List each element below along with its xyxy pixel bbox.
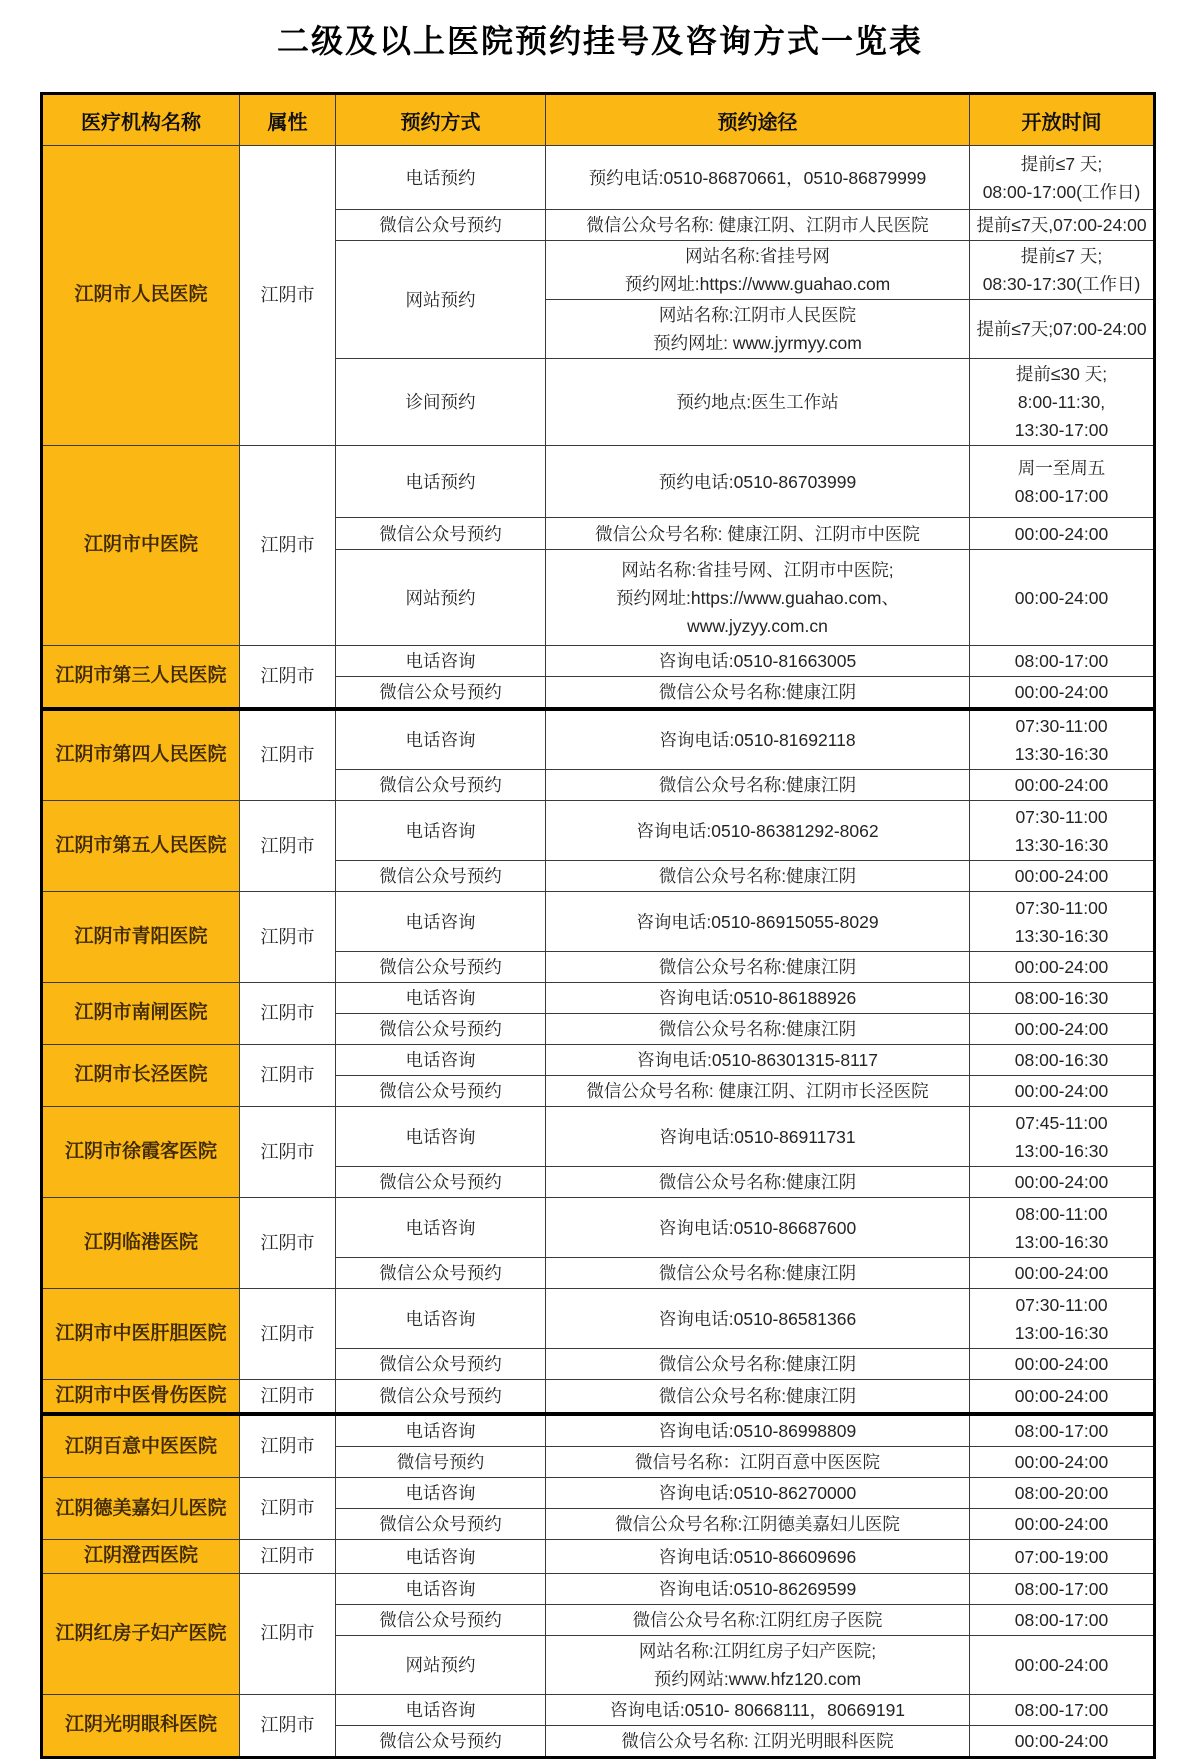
hospital-name-cell: 江阴澄西医院 [42,1540,240,1573]
method-cell: 网站预约 [336,1635,546,1694]
channel-cell: 网站名称:省挂号网 预约网址:https://www.guahao.com [546,241,970,300]
time-cell: 00:00-24:00 [970,1014,1155,1045]
city-cell: 江阴市 [240,1107,336,1198]
channel-cell: 微信公众号名称: 健康江阴、江阴市人民医院 [546,210,970,241]
table-container [40,92,1200,1759]
method-cell: 微信公众号预约 [336,1725,546,1757]
city-cell: 江阴市 [240,1478,336,1540]
method-cell: 微信公众号预约 [336,1349,546,1380]
time-cell: 08:00-20:00 [970,1478,1155,1509]
hospital-name-cell: 江阴市青阳医院 [42,892,240,983]
method-cell: 电话咨询 [336,1573,546,1604]
hospital-name-cell: 江阴市人民医院 [42,146,240,446]
method-cell: 电话咨询 [336,1198,546,1258]
time-cell: 08:00-17:00 [970,1414,1155,1447]
method-cell: 微信公众号预约 [336,1167,546,1198]
channel-cell: 微信公众号名称:江阴德美嘉妇儿医院 [546,1509,970,1540]
hospital-name-cell: 江阴市徐霞客医院 [42,1107,240,1198]
hospital-name-cell: 江阴市南闸医院 [42,983,240,1045]
method-cell: 电话咨询 [336,646,546,677]
time-cell: 00:00-24:00 [970,1509,1155,1540]
method-cell: 电话咨询 [336,1414,546,1447]
method-cell: 电话咨询 [336,1289,546,1349]
method-cell: 网站预约 [336,550,546,646]
time-cell: 00:00-24:00 [970,550,1155,646]
method-cell: 电话咨询 [336,709,546,770]
channel-cell: 微信公众号名称:健康江阴 [546,861,970,892]
time-cell: 00:00-24:00 [970,1635,1155,1694]
time-cell: 00:00-24:00 [970,1725,1155,1757]
time-cell: 07:45-11:00 13:00-16:30 [970,1107,1155,1167]
time-cell: 00:00-24:00 [970,1447,1155,1478]
channel-cell: 咨询电话:0510-86270000 [546,1478,970,1509]
method-cell: 微信公众号预约 [336,952,546,983]
method-cell: 电话咨询 [336,1694,546,1725]
method-cell: 电话咨询 [336,892,546,952]
city-cell: 江阴市 [240,1414,336,1478]
channel-cell: 网站名称:江阴市人民医院 预约网址: www.jyrmyy.com [546,300,970,359]
city-cell: 江阴市 [240,146,336,446]
col-header-channel: 预约途径 [546,94,970,146]
method-cell: 诊间预约 [336,359,546,446]
channel-cell: 预约电话:0510-86870661，0510-86879999 [546,146,970,210]
time-cell: 提前≤7天;07:00-24:00 [970,300,1155,359]
time-cell: 08:00-17:00 [970,1573,1155,1604]
hospital-name-cell: 江阴临港医院 [42,1198,240,1289]
table-row [42,1045,1155,1076]
method-cell: 电话咨询 [336,1540,546,1573]
hospital-name-cell: 江阴市第四人民医院 [42,709,240,801]
method-cell: 微信公众号预约 [336,1258,546,1289]
method-cell: 网站预约 [336,241,546,359]
city-cell: 江阴市 [240,709,336,801]
table-row [42,801,1155,861]
city-cell: 江阴市 [240,646,336,710]
table-row [42,1573,1155,1604]
method-cell: 电话咨询 [336,1107,546,1167]
method-cell: 微信公众号预约 [336,1380,546,1415]
channel-cell: 咨询电话:0510-86381292-8062 [546,801,970,861]
time-cell: 00:00-24:00 [970,1349,1155,1380]
time-cell: 07:00-19:00 [970,1540,1155,1573]
method-cell: 微信公众号预约 [336,1604,546,1635]
channel-cell: 网站名称:省挂号网、江阴市中医院; 预约网址:https://www.guahao.com、 www.jyzyy.com.cn [546,550,970,646]
hospital-table-body [42,146,1155,1758]
channel-cell: 微信公众号名称:健康江阴 [546,1258,970,1289]
table-row [42,1107,1155,1167]
table-row [42,1478,1155,1509]
method-cell: 微信公众号预约 [336,518,546,550]
hospital-name-cell: 江阴百意中医医院 [42,1414,240,1478]
time-cell: 07:30-11:00 13:30-16:30 [970,709,1155,770]
channel-cell: 微信公众号名称:健康江阴 [546,1349,970,1380]
method-cell: 微信公众号预约 [336,1014,546,1045]
method-cell: 微信公众号预约 [336,861,546,892]
header-row [42,94,1155,146]
method-cell: 电话预约 [336,146,546,210]
channel-cell: 咨询电话:0510-81692118 [546,709,970,770]
time-cell: 08:00-17:00 [970,1604,1155,1635]
time-cell: 00:00-24:00 [970,1380,1155,1415]
hospital-name-cell: 江阴市中医骨伤医院 [42,1380,240,1415]
city-cell: 江阴市 [240,1045,336,1107]
method-cell: 电话咨询 [336,801,546,861]
city-cell: 江阴市 [240,983,336,1045]
method-cell: 电话咨询 [336,1045,546,1076]
channel-cell: 咨询电话:0510-86609696 [546,1540,970,1573]
hospital-name-cell: 江阴德美嘉妇儿医院 [42,1478,240,1540]
channel-cell: 微信公众号名称:江阴红房子医院 [546,1604,970,1635]
method-cell: 微信公众号预约 [336,1076,546,1107]
channel-cell: 微信公众号名称:健康江阴 [546,677,970,710]
hospital-name-cell: 江阴市中医肝胆医院 [42,1289,240,1380]
channel-cell: 咨询电话:0510-86269599 [546,1573,970,1604]
time-cell: 00:00-24:00 [970,1258,1155,1289]
table-row [42,1380,1155,1415]
time-cell: 08:00-16:30 [970,983,1155,1014]
channel-cell: 咨询电话:0510- 80668111，80669191 [546,1694,970,1725]
channel-cell: 咨询电话:0510-86581366 [546,1289,970,1349]
city-cell: 江阴市 [240,1540,336,1573]
channel-cell: 咨询电话:0510-86301315-8117 [546,1045,970,1076]
city-cell: 江阴市 [240,892,336,983]
time-cell: 00:00-24:00 [970,861,1155,892]
hospital-table [40,92,1156,1759]
city-cell: 江阴市 [240,446,336,646]
channel-cell: 微信公众号名称: 江阴光明眼科医院 [546,1725,970,1757]
table-row [42,446,1155,518]
hospital-name-cell: 江阴市第三人民医院 [42,646,240,710]
table-row [42,646,1155,677]
channel-cell: 微信公众号名称:健康江阴 [546,952,970,983]
hospital-name-cell: 江阴光明眼科医院 [42,1694,240,1757]
table-row [42,1198,1155,1258]
method-cell: 微信公众号预约 [336,210,546,241]
city-cell: 江阴市 [240,801,336,892]
method-cell: 微信公众号预约 [336,677,546,710]
table-row [42,892,1155,952]
channel-cell: 咨询电话:0510-81663005 [546,646,970,677]
table-row [42,146,1155,210]
time-cell: 周一至周五 08:00-17:00 [970,446,1155,518]
table-row [42,709,1155,770]
channel-cell: 微信公众号名称:健康江阴 [546,770,970,801]
hospital-name-cell: 江阴红房子妇产医院 [42,1573,240,1694]
channel-cell: 微信公众号名称:健康江阴 [546,1167,970,1198]
col-header-institution: 医疗机构名称 [42,94,240,146]
method-cell: 微信公众号预约 [336,770,546,801]
table-row [42,983,1155,1014]
time-cell: 00:00-24:00 [970,952,1155,983]
time-cell: 08:00-16:30 [970,1045,1155,1076]
time-cell: 00:00-24:00 [970,677,1155,710]
method-cell: 微信号预约 [336,1447,546,1478]
hospital-name-cell: 江阴市中医院 [42,446,240,646]
city-cell: 江阴市 [240,1198,336,1289]
channel-cell: 咨询电话:0510-86687600 [546,1198,970,1258]
channel-cell: 微信公众号名称: 健康江阴、江阴市中医院 [546,518,970,550]
method-cell: 电话预约 [336,446,546,518]
channel-cell: 咨询电话:0510-86998809 [546,1414,970,1447]
col-header-attribute: 属性 [240,94,336,146]
time-cell: 提前≤7天,07:00-24:00 [970,210,1155,241]
time-cell: 00:00-24:00 [970,770,1155,801]
col-header-open-time: 开放时间 [970,94,1155,146]
city-cell: 江阴市 [240,1694,336,1757]
channel-cell: 咨询电话:0510-86911731 [546,1107,970,1167]
channel-cell: 咨询电话:0510-86188926 [546,983,970,1014]
channel-cell: 微信公众号名称:健康江阴 [546,1380,970,1415]
table-row [42,1540,1155,1573]
time-cell: 提前≤30 天; 8:00-11:30, 13:30-17:00 [970,359,1155,446]
table-row [42,1414,1155,1447]
channel-cell: 预约电话:0510-86703999 [546,446,970,518]
city-cell: 江阴市 [240,1289,336,1380]
city-cell: 江阴市 [240,1380,336,1415]
col-header-method: 预约方式 [336,94,546,146]
time-cell: 00:00-24:00 [970,1076,1155,1107]
channel-cell: 预约地点:医生工作站 [546,359,970,446]
channel-cell: 网站名称:江阴红房子妇产医院; 预约网站:www.hfz120.com [546,1635,970,1694]
time-cell: 08:00-11:00 13:00-16:30 [970,1198,1155,1258]
time-cell: 提前≤7 天; 08:30-17:30(工作日) [970,241,1155,300]
time-cell: 00:00-24:00 [970,1167,1155,1198]
channel-cell: 微信公众号名称:健康江阴 [546,1014,970,1045]
table-row [42,1694,1155,1725]
time-cell: 08:00-17:00 [970,1694,1155,1725]
channel-cell: 微信号名称：江阴百意中医医院 [546,1447,970,1478]
page-title: 二级及以上医院预约挂号及咨询方式一览表 [276,23,923,59]
city-cell: 江阴市 [240,1573,336,1694]
time-cell: 07:30-11:00 13:30-16:30 [970,801,1155,861]
time-cell: 07:30-11:00 13:30-16:30 [970,892,1155,952]
time-cell: 08:00-17:00 [970,646,1155,677]
time-cell: 07:30-11:00 13:00-16:30 [970,1289,1155,1349]
channel-cell: 咨询电话:0510-86915055-8029 [546,892,970,952]
hospital-name-cell: 江阴市第五人民医院 [42,801,240,892]
hospital-name-cell: 江阴市长泾医院 [42,1045,240,1107]
method-cell: 电话咨询 [336,1478,546,1509]
time-cell: 00:00-24:00 [970,518,1155,550]
method-cell: 电话咨询 [336,983,546,1014]
method-cell: 微信公众号预约 [336,1509,546,1540]
channel-cell: 微信公众号名称: 健康江阴、江阴市长泾医院 [546,1076,970,1107]
time-cell: 提前≤7 天; 08:00-17:00(工作日) [970,146,1155,210]
table-row [42,1289,1155,1349]
